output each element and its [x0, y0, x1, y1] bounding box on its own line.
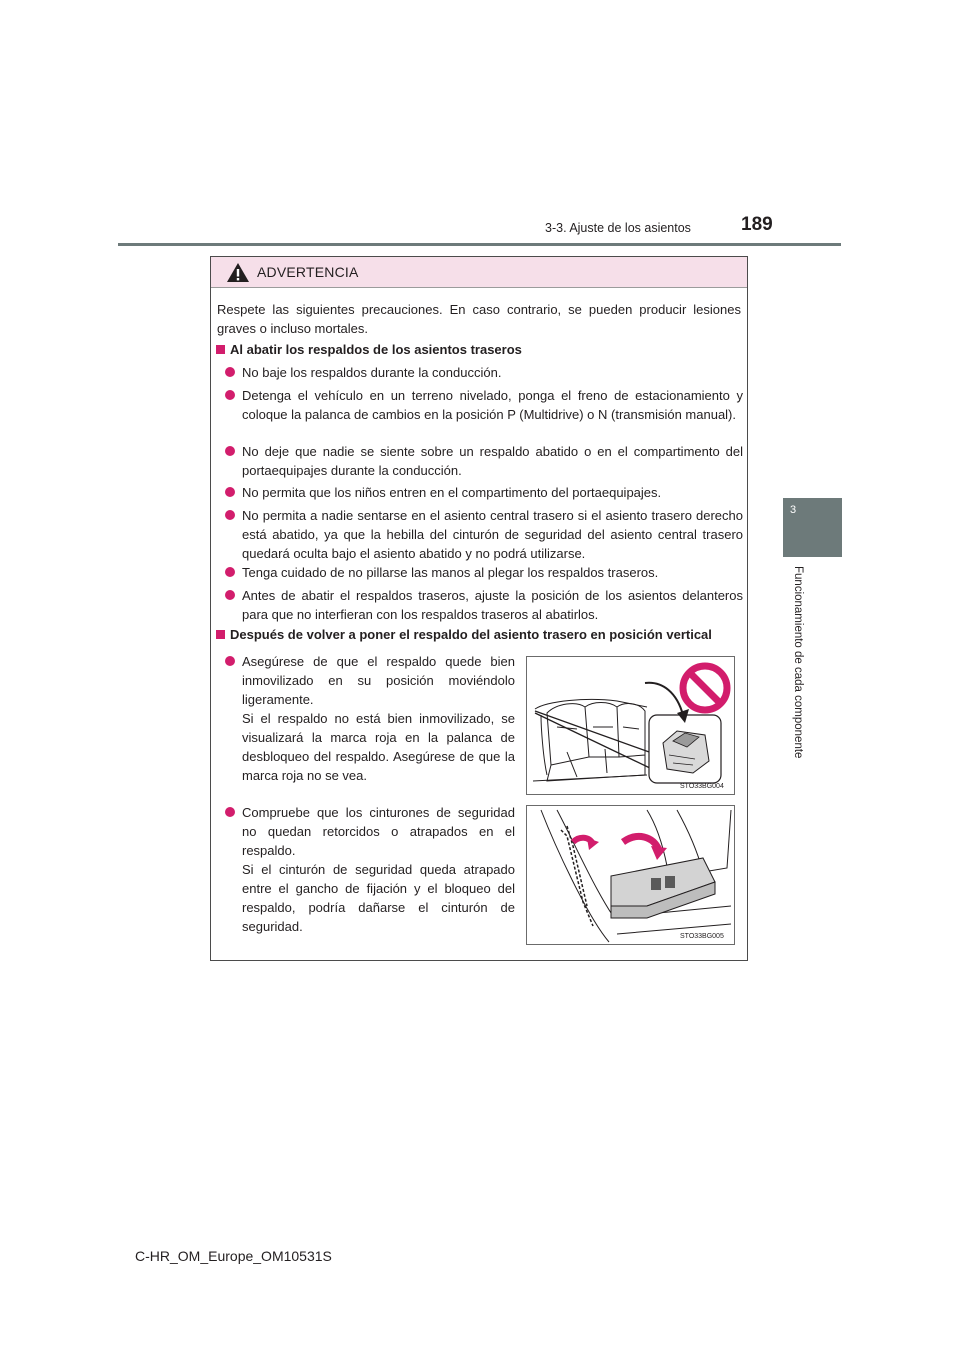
bullet-text: No deje que nadie se siente sobre un respaldo abatido o en el compartimento del portaequipajes durante la conducción. [242, 444, 743, 478]
bullet-item [225, 363, 743, 382]
bullet-dot-icon [225, 390, 235, 400]
bullet-text: No permita que los niños entren en el compartimento del portaequipajes. [242, 485, 662, 500]
chapter-side-label: Funcionamiento de cada componente [792, 566, 804, 759]
warning-intro: Respete las siguientes precauciones. En caso contrario, se pueden producir lesiones graves o incluso mortales. [217, 302, 741, 336]
figure-seatbelt-hook [526, 805, 735, 945]
bullet-dot-icon [225, 446, 235, 456]
bullet-text: Tenga cuidado de no pillarse las manos al plegar los respaldos traseros. [242, 565, 659, 580]
bullet-item [225, 386, 743, 424]
bullet-text: Compruebe que los cinturones de seguridad no quedan retorcidos o atrapados en el respaldo. Si el cinturón de seguridad queda atrapado entre el gancho de fijación y el bloqueo del respaldo, podría dañarse el cinturón de seguridad. [242, 805, 515, 934]
section-heading-folding [216, 342, 522, 357]
figure-code: STO33BG004 [680, 783, 724, 790]
square-bullet-icon [216, 345, 225, 354]
page-number: 189 [741, 214, 773, 235]
figure-code: STO33BG005 [680, 933, 724, 940]
bullet-dot-icon [225, 807, 235, 817]
chapter-tab [783, 498, 842, 557]
bullet-text: Asegúrese de que el respaldo quede bien inmovilizado en su posición moviéndolo ligeramente. Si el respaldo no está bien inmovilizado, se visualizará la marca roja en la palanca de desbloqueo del respaldo. Asegúrese de que la marca roja no se vea. [242, 654, 515, 783]
bullet-text: Antes de abatir el respaldos traseros, ajuste la posición de los asientos delanteros para que no interfieran con los respaldos traseros al abatirlos. [242, 588, 743, 622]
bullet-text: No baje los respaldos durante la conducción. [242, 365, 502, 380]
warning-triangle-icon [226, 262, 250, 283]
bullet-item [225, 563, 743, 582]
square-bullet-icon [216, 630, 225, 639]
bullet-item [225, 442, 743, 480]
bullet-dot-icon [225, 487, 235, 497]
bullet-text: Detenga el vehículo en un terreno nivelado, ponga el freno de estacionamiento y coloque la palanca de cambios en la posición P (Multidrive) o N (transmisión manual). [242, 388, 743, 422]
seatbelt-hook-illustration [527, 806, 734, 944]
header-section-title: 3-3. Ajuste de los asientos [545, 221, 691, 235]
bullet-item [225, 483, 743, 502]
section-heading-upright [216, 627, 712, 642]
bullet-item [225, 803, 515, 936]
chapter-tab-number: 3 [790, 504, 797, 516]
section-heading-text: Después de volver a poner el respaldo del asiento trasero en posición vertical [230, 627, 712, 642]
bullet-dot-icon [225, 510, 235, 520]
bullet-item [225, 586, 743, 624]
bullet-dot-icon [225, 367, 235, 377]
rear-seat-illustration [527, 657, 734, 794]
bullet-item [225, 506, 743, 563]
bullet-text: No permita a nadie sentarse en el asiento central trasero si el asiento trasero derecho está abatido, ya que la hebilla del cinturón de seguridad del asiento central trasero quedará oculta bajo el asiento abatido y no podrá utilizarse. [242, 508, 743, 561]
bullet-dot-icon [225, 567, 235, 577]
section-heading-text: Al abatir los respaldos de los asientos traseros [230, 342, 522, 357]
bullet-dot-icon [225, 656, 235, 666]
bullet-dot-icon [225, 590, 235, 600]
warning-box [210, 256, 748, 961]
figure-rear-seat-lever [526, 656, 735, 795]
bullet-item [225, 652, 515, 785]
warning-title: ADVERTENCIA [257, 264, 359, 280]
warning-header [211, 257, 747, 288]
footer-doc-id: C-HR_OM_Europe_OM10531S [135, 1248, 332, 1264]
header-rule [118, 243, 841, 246]
